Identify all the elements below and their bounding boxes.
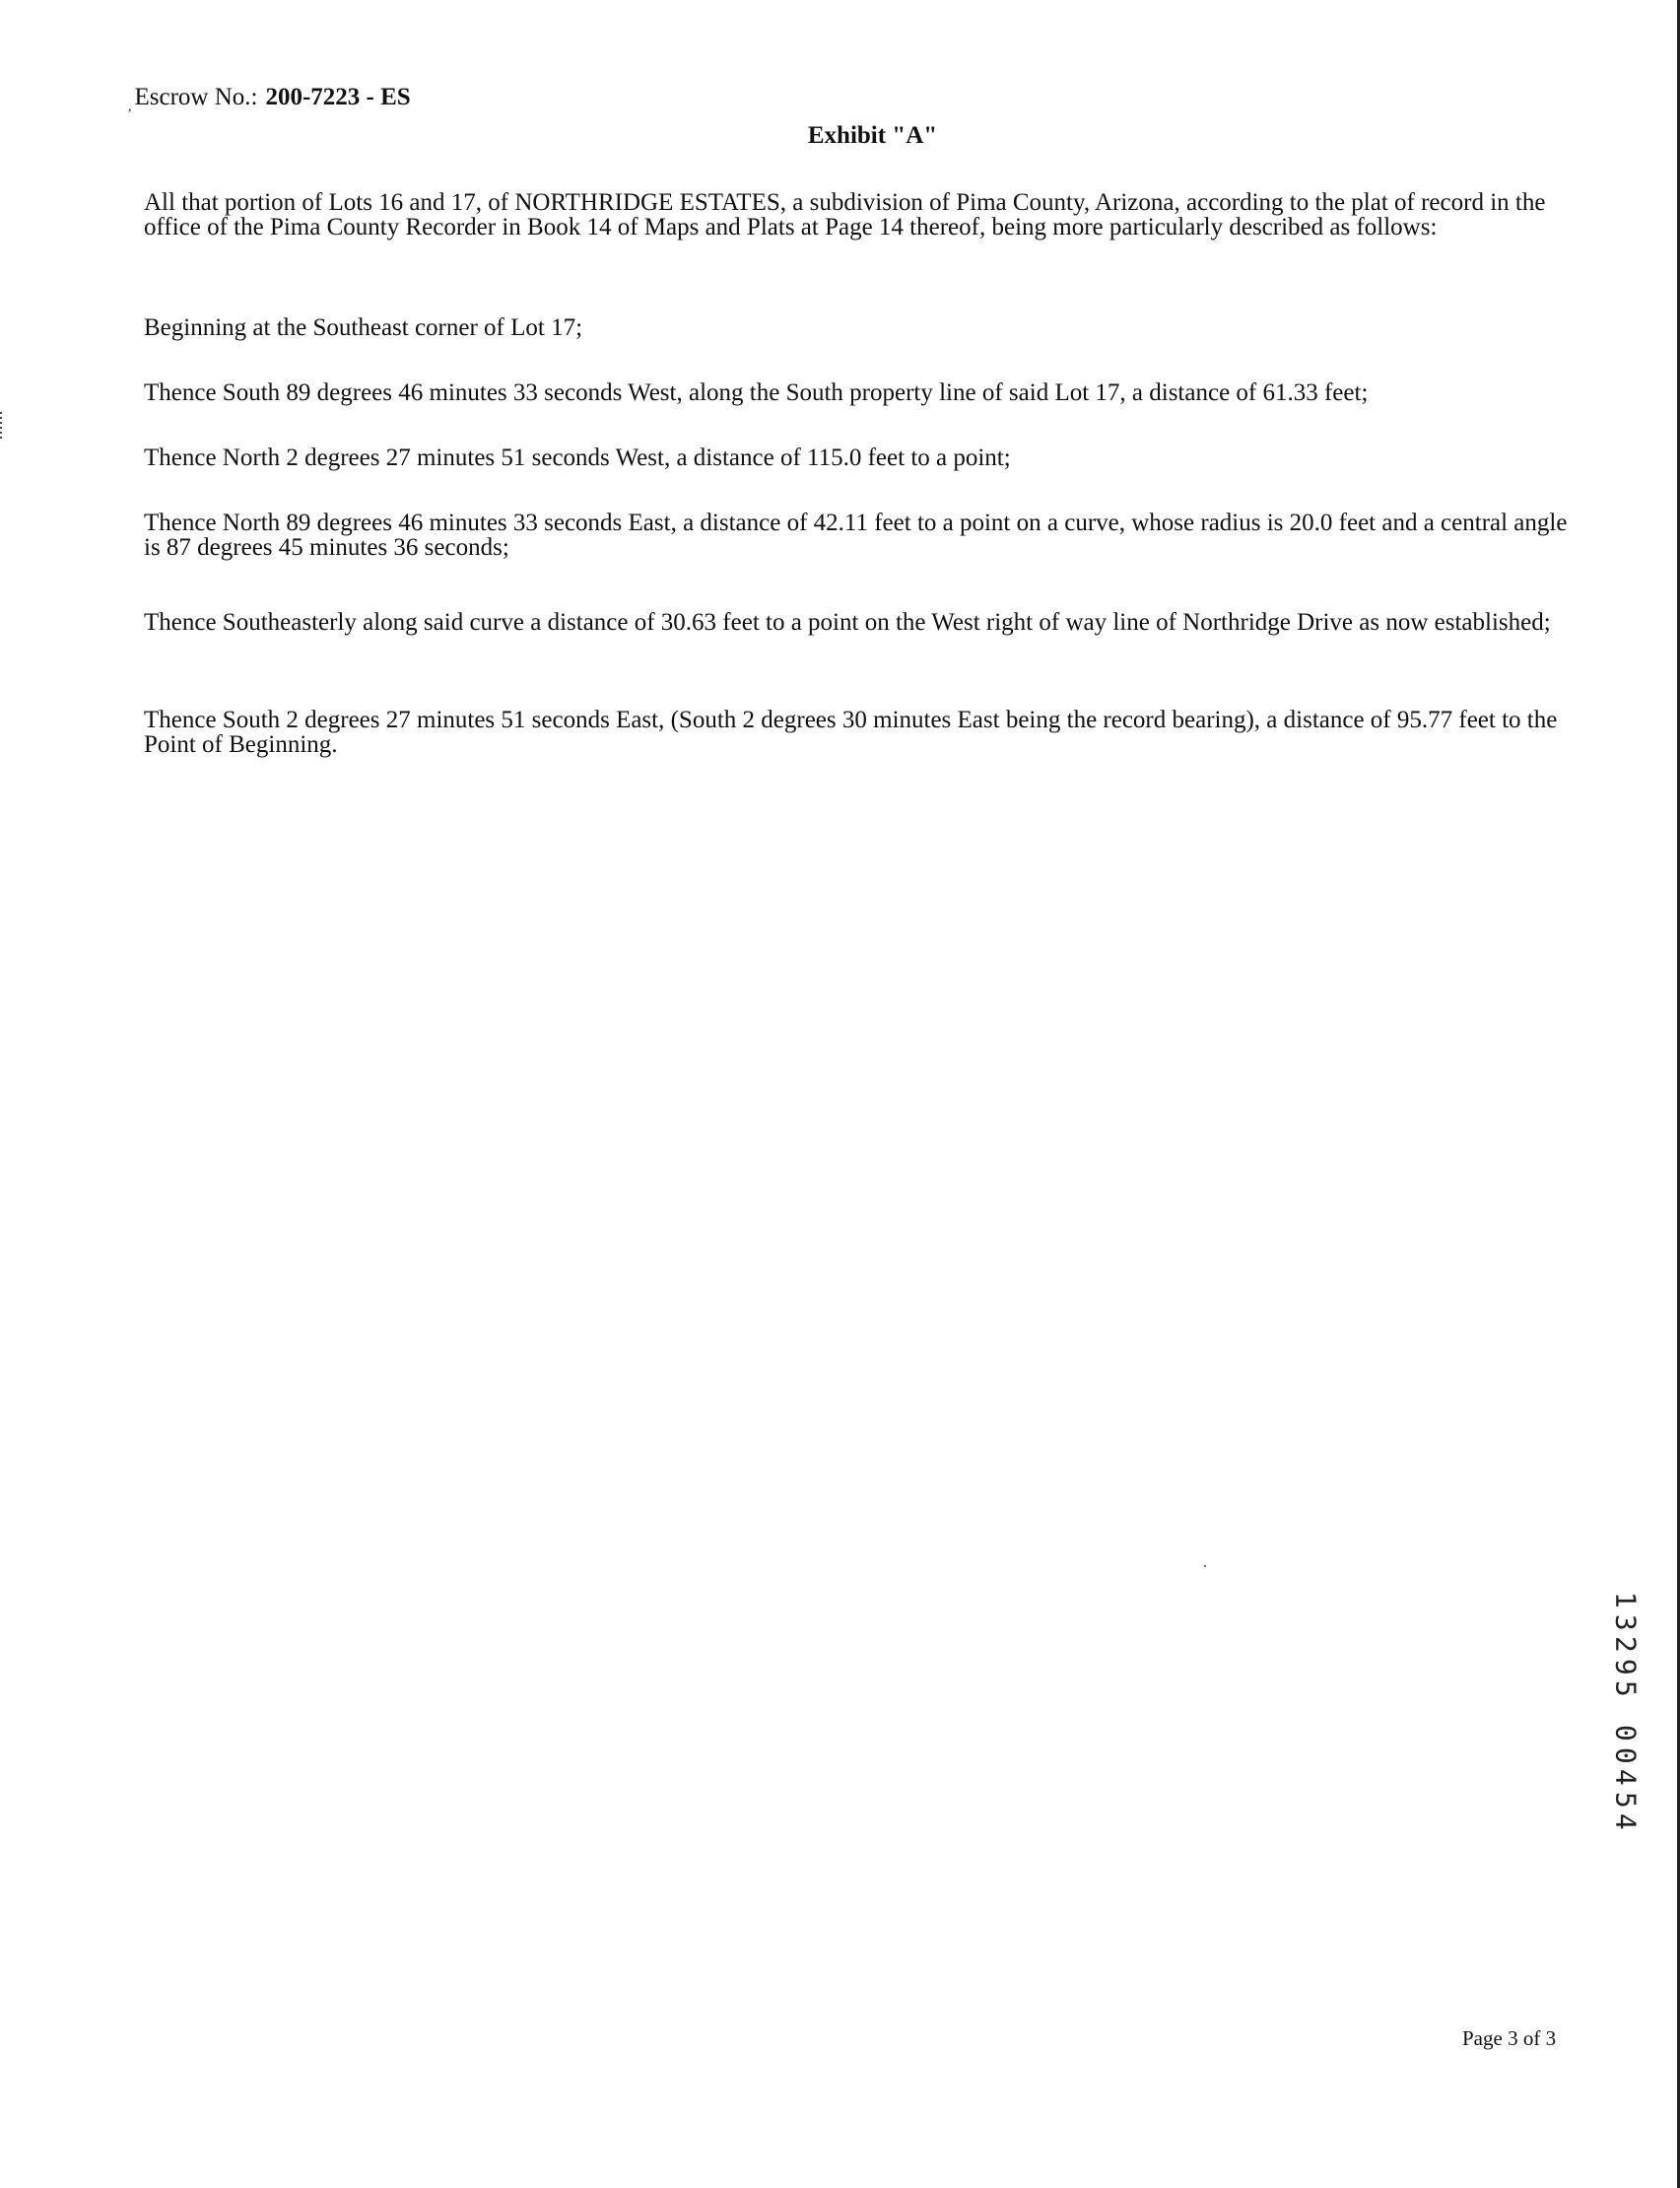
recording-stamp-char: 5 — [1609, 1679, 1643, 1697]
legal-description-beginning: Beginning at the Southeast corner of Lot 17; — [144, 314, 583, 341]
page-number: Page 3 of 3 — [1462, 2026, 1557, 2050]
scan-speck — [1204, 1565, 1206, 1567]
recording-stamp-char: 4 — [1609, 1768, 1643, 1786]
escrow-line — [128, 83, 411, 122]
escrow-number: 200-7223 - ES — [265, 84, 411, 110]
recording-stamp-char: 9 — [1609, 1658, 1643, 1675]
legal-description-course-2: Thence North 2 degrees 27 minutes 51 seconds West, a distance of 115.0 feet to a point; — [144, 444, 1011, 471]
legal-description-course-3: Thence North 89 degrees 46 minutes 33 seconds East, a distance of 42.11 feet to a point on a curve, whose radius is 20.0 feet and a central angle is 87 degrees 45 minutes 36 seconds; — [144, 510, 1568, 561]
recording-stamp-char: 1 — [1609, 1591, 1643, 1608]
exhibit-title: Exhibit "A" — [807, 122, 938, 149]
scan-edge-left-mark — [0, 412, 2, 442]
legal-description-intro: All that portion of Lots 16 and 17, of NORTHRIDGE ESTATES, a subdivision of Pima County, Arizona, according to the plat of record in the office of the Pima County Recorder in Book 14 of Maps and Plats at Page 14 thereof, being more particularly described as follows: — [144, 189, 1546, 240]
recording-stamp-char: 3 — [1609, 1613, 1643, 1631]
recording-stamp-char: 0 — [1609, 1724, 1643, 1742]
recording-stamp-char — [1614, 1702, 1637, 1719]
legal-description-course-4: Thence Southeasterly along said curve a distance of 30.63 feet to a point on the West right of way line of Northridge Drive as now established; — [144, 609, 1551, 636]
scan-mark: , — [128, 100, 132, 114]
recording-stamp-char: 5 — [1609, 1791, 1643, 1809]
recording-stamp-char: 4 — [1609, 1812, 1643, 1830]
legal-description-course-1: Thence South 89 degrees 46 minutes 33 seconds West, along the South property line of said Lot 17, a distance of 61.33 feet; — [144, 379, 1369, 406]
recording-stamp-char: 2 — [1609, 1635, 1643, 1653]
escrow-label: Escrow No.: — [134, 84, 258, 110]
recording-stamp — [1609, 1589, 1643, 1833]
legal-description-course-5: Thence South 2 degrees 27 minutes 51 seconds East, (South 2 degrees 30 minutes East being the record bearing), a distance of 95.77 feet to the Point of Beginning. — [144, 707, 1558, 758]
recording-stamp-char: 0 — [1609, 1746, 1643, 1764]
